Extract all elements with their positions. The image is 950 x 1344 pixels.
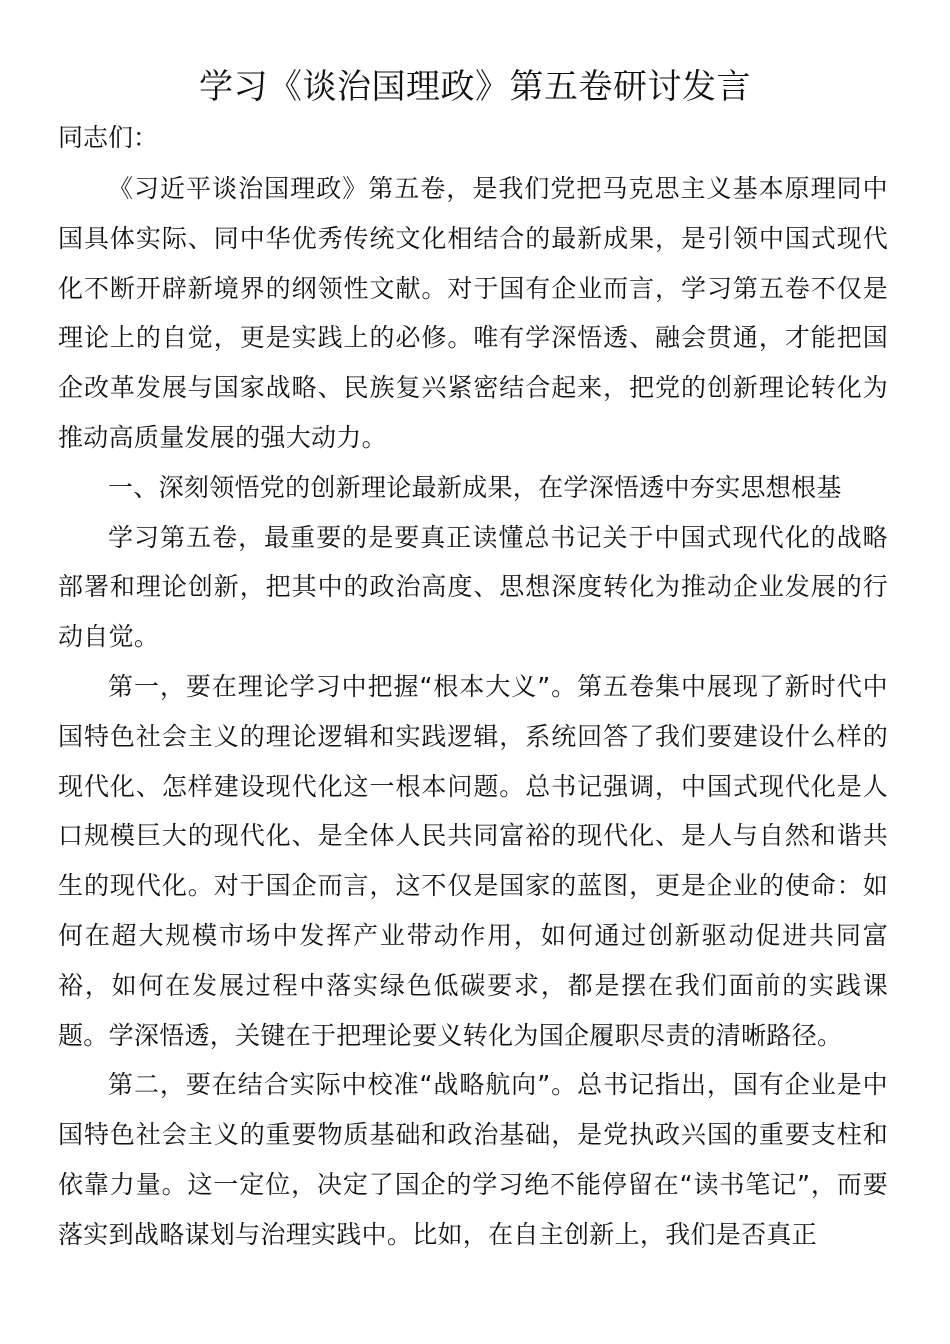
paragraph-point-one: 第一，要在理论学习中把握“根本大义”。第五卷集中展现了新时代中国特色社会主义的理论逻辑和实践逻辑，系统回答了我们要建设什么样的现代化、怎样建设现代化这一根本问题。总书记强调，中国式现代化是人口规模巨大的现代化、是全体人民共同富裕的现代化、是人与自然和谐共生的现代化。对于国企而言，这不仅是国家的蓝图，更是企业的使命：如何在超大规模市场中发挥产业带动作用，如何通过创新驱动促进共同富裕，如何在发展过程中落实绿色低碳要求，都是摆在我们面前的实践课题。学深悟透，关键在于把理论要义转化为国企履职尽责的清晰路径。 — [58, 671, 888, 1050]
paragraph-section-intro: 学习第五卷，最重要的是要真正读懂总书记关于中国式现代化的战略部署和理论创新，把其中的政治高度、思想深度转化为推动企业发展的行动自觉。 — [58, 522, 888, 652]
paragraph-intro: 《习近平谈治国理政》第五卷，是我们党把马克思主义基本原理同中国具体实际、同中华优秀传统文化相结合的最新成果，是引领中国式现代化不断开辟新境界的纲领性文献。对于国有企业而言，学习第五卷不仅是理论上的自觉，更是实践上的必修。唯有学深悟透、融会贯通，才能把国企改革发展与国家战略、民族复兴紧密结合起来，把党的创新理论转化为推动高质量发展的强大动力。 — [58, 174, 888, 452]
paragraph-point-two: 第二，要在结合实际中校准“战略航向”。总书记指出，国有企业是中国特色社会主义的重要物质基础和政治基础，是党执政兴国的重要支柱和依靠力量。这一定位，决定了国企的学习绝不能停留在“读书笔记”，而要落实到战略谋划与治理实践中。比如，在自主创新上，我们是否真正 — [58, 1070, 888, 1249]
document-body — [58, 164, 888, 1260]
salutation: 同志们： — [58, 123, 159, 152]
section-heading: 一、深刻领悟党的创新理论最新成果，在学深悟透中夯实思想根基 — [108, 472, 842, 502]
document-title: 学习《谈治国理政》第五卷研讨发言 — [199, 67, 751, 107]
